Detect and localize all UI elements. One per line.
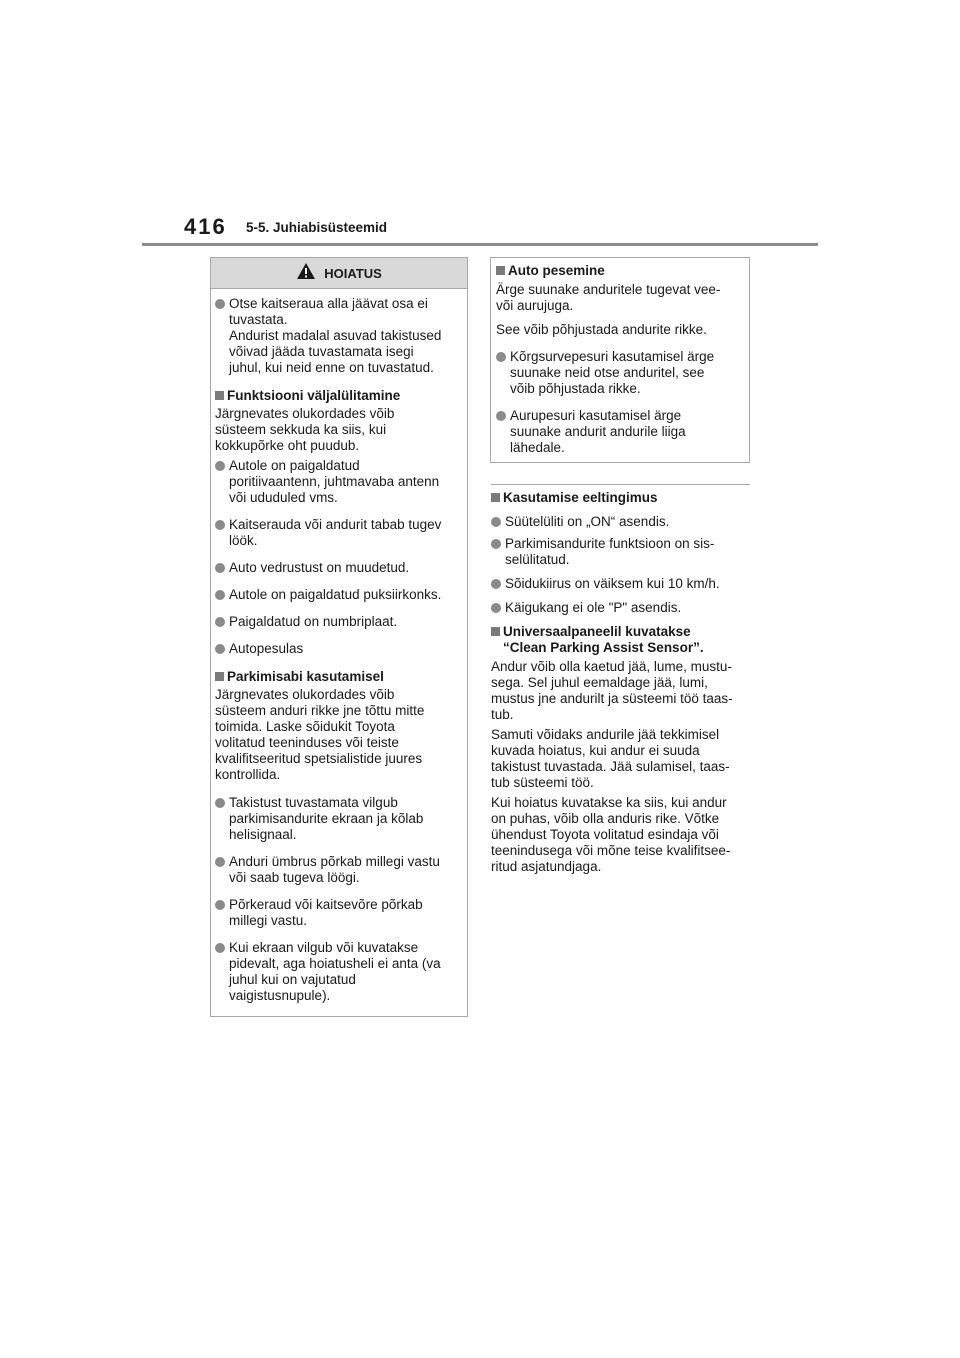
paragraph: Andur võib olla kaetud jää, lume, mustu- sega. Sel juhul eemaldage jää, lumi, mustus jne andurilt ja süsteemi töö taas- tub. [491,659,733,722]
list-item [496,349,743,397]
bullet-text: Parkimisandurite funktsioon on sis- selülitatud. [505,536,715,567]
paragraph: Samuti võidaks andurile jää tekkimisel kuvada hoiatus, kui andur ei suuda takistust tuvastada. Jää sulamisel, taas- tub süsteemi töö. [491,727,730,790]
bullet-text: Süütelüliti on „ON“ asendis. [505,514,670,529]
bullet-icon [496,411,506,421]
square-bullet-icon [215,672,224,681]
warning-header [211,258,467,289]
bullet-text: Käigukang ei ole "P" asendis. [505,600,682,615]
bullet-icon [215,857,225,867]
bullet-text: Autole on paigaldatud puksiirkonks. [229,587,442,602]
bullet-icon [215,299,225,309]
bullet-text: Takistust tuvastamata vilgub parkimisandurite ekraan ja kõlab helisignaal. [229,795,424,842]
list-item [215,587,462,603]
square-bullet-icon [215,391,224,400]
right-column [491,484,750,875]
heading-text: Auto pesemine [508,263,605,278]
paragraph: Järgnevates olukordades võib süsteem sekkuda ka siis, kui kokkupõrke oht puudub. [215,406,395,453]
bullet-icon [491,579,501,589]
paragraph: Ärge suunake anduritele tugevat vee- või aurujuga. [496,282,721,313]
heading-text: Funktsiooni väljalülitamine [227,388,401,403]
list-item [491,600,750,616]
list-item [215,517,462,549]
section-heading [215,669,462,685]
bullet-icon [496,352,506,362]
header-rule [142,243,818,246]
list-item [491,536,750,568]
bullet-icon [215,943,225,953]
bullet-text: Autole on paigaldatud poritiivaantenn, juhtmavaba antenn või ududuled vms. [229,458,440,505]
bullet-text: Auto vedrustust on muudetud. [229,560,410,575]
section-heading [215,388,462,404]
bullet-text: Sõidukiirus on väiksem kui 10 km/h. [505,576,720,591]
list-item [215,940,462,1004]
list-item [215,854,462,886]
heading-text: Universaalpaneelil kuvatakse “Clean Parking Assist Sensor”. [503,624,704,655]
bullet-text: Kõrgsurvepesuri kasutamisel ärge suunake neid otse anduritel, see võib põhjustada rikke. [510,349,715,396]
list-item [215,897,462,929]
page-number: 416 [184,214,227,239]
bullet-icon [215,900,225,910]
section-title: 5-5. Juhiabisüsteemid [246,220,388,235]
list-item [215,614,462,630]
section-heading [491,624,750,656]
bullet-text: Aurupesuri kasutamisel ärge suunake andurit andurile liiga lähedale. [510,408,686,455]
bullet-icon [215,644,225,654]
bullet-text: Anduri ümbrus põrkab millegi vastu või saab tugeva löögi. [229,854,440,885]
paragraph: See võib põhjustada andurite rikke. [496,322,707,337]
bullet-icon [215,590,225,600]
square-bullet-icon [496,266,505,275]
bullet-icon [215,461,225,471]
bullet-icon [491,603,501,613]
paragraph: Kui hoiatus kuvatakse ka siis, kui andur on puhas, võib olla anduris rike. Võtke ühendust Toyota volitatud esindaja või teenindusega või mõne teise kvalifitsee- ritud asjatundjaga. [491,795,731,874]
bullet-icon [215,617,225,627]
list-item [215,795,462,843]
bullet-icon [215,563,225,573]
warning-box [210,257,468,1017]
bullet-text: Põrkeraud või kaitsevõre põrkab millegi vastu. [229,897,423,928]
square-bullet-icon [491,493,500,502]
bullet-text: Kui ekraan vilgub või kuvatakse pidevalt, aga hoiatusheli ei anta (va juhul kui on vajutatud vaigistusnupule). [229,940,441,1003]
section-heading [491,490,750,506]
list-item [215,560,462,576]
list-item [491,514,750,530]
list-item [215,458,462,506]
heading-text: Kasutamise eeltingimus [503,490,658,505]
square-bullet-icon [491,627,500,636]
section-heading [496,263,743,279]
paragraph: Järgnevates olukordades võib süsteem anduri rikke jne tõttu mitte toimida. Laske sõidukit Toyota volitatud teeninduses või teiste kvalifitseeritud spetsialistide juures kontrollida. [215,687,425,782]
bullet-text: Autopesulas [229,641,304,656]
warning-triangle-icon [296,262,316,285]
bullet-text: Paigaldatud on numbriplaat. [229,614,398,629]
bullet-text: Otse kaitseraua alla jäävat osa ei tuvastata. Andurist madalal asuvad takistused võivad jääda tuvastamata isegi juhul, kui neid enne on tuvastatud. [229,296,442,375]
list-item [215,296,462,376]
warning-title: HOIATUS [324,265,382,281]
bullet-icon [215,798,225,808]
list-item [496,408,743,456]
bullet-text: Kaitserauda või andurit tabab tugev löök. [229,517,442,548]
car-wash-box [490,257,750,463]
bullet-icon [491,517,501,527]
bullet-icon [491,539,501,549]
list-item [491,576,750,592]
bullet-icon [215,520,225,530]
heading-text: Parkimisabi kasutamisel [227,669,384,684]
list-item [215,641,462,657]
